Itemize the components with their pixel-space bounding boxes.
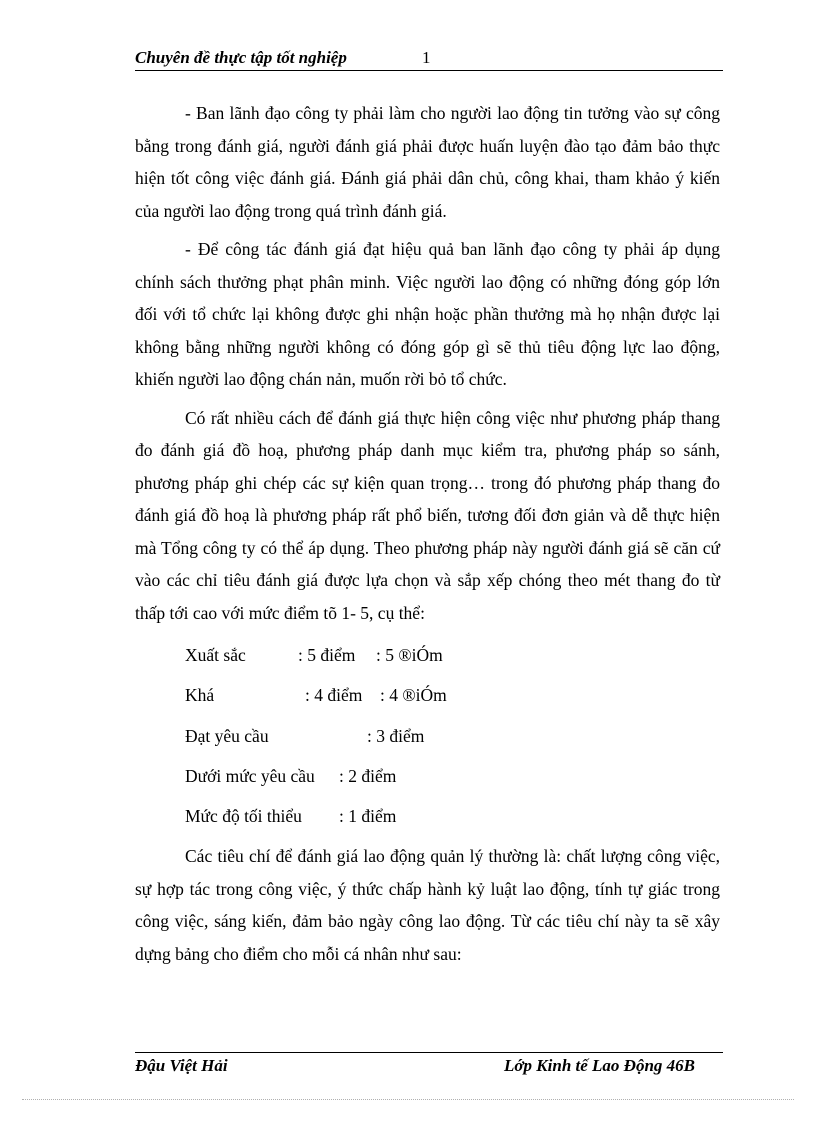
rating-score: : 1 điểm (339, 806, 397, 827)
rating-label: Mức độ tối thiểu (185, 806, 302, 827)
paragraph: - Để công tác đánh giá đạt hiệu quả ban lãnh đạo công ty phải áp dụng chính sách thưởng phạt phân minh. Việc người lao động có những đóng góp lớn đối với tổ chức lại không được ghi nhận hoặc phần thưởng mà họ nhận được lại không bằng những người không có đóng góp gì sẽ thủ tiêu động lực lao động, khiến người lao động chán nản, muốn rời bỏ tổ chức. (135, 239, 720, 389)
rating-row (135, 635, 720, 675)
rating-label: Dưới mức yêu cầu (185, 765, 315, 786)
paragraph: Các tiêu chí để đánh giá lao động quản lý thường là: chất lượng công việc, sự hợp tác trong công việc, ý thức chấp hành kỷ luật lao động, tính tự giác trong công việc, sáng kiến, đảm bảo ngày công lao động. Từ các tiêu chí này ta sẽ xây dựng bảng cho điểm cho mỗi cá nhân như sau: (135, 846, 720, 964)
rating-label: Đạt yêu cầu (185, 725, 269, 746)
class-name: Lớp Kinh tế Lao Động 46B (504, 1056, 695, 1075)
rating-row (135, 756, 720, 796)
rating-score-alt: : 4 ®iÓm (380, 685, 447, 706)
rating-label: Xuất sắc (185, 645, 246, 665)
paragraph: - Ban lãnh đạo công ty phải làm cho người lao động tin tưởng vào sự công bằng trong đánh giá, người đánh giá phải được huấn luyện đào tạo đảm bảo thực hiện tốt công việc đánh giá. Đánh giá phải dân chủ, công khai, tham khảo ý kiến của người lao động trong quá trình đánh giá. (135, 103, 720, 221)
page-footer (135, 1056, 695, 1080)
rating-score: : 2 điểm (339, 765, 397, 786)
page-header (135, 46, 723, 71)
author-name: Đậu Việt Hải (135, 1056, 228, 1075)
document-body (135, 97, 720, 976)
rating-row (135, 675, 720, 715)
rating-score: : 5 điểm (298, 645, 356, 665)
footer-divider (135, 1052, 723, 1053)
rating-row (135, 796, 720, 836)
page-number: 1 (422, 48, 431, 67)
rating-score-alt: : 5 ®iÓm (376, 645, 443, 665)
rating-score: : 4 điểm (305, 685, 363, 706)
paragraph: Có rất nhiều cách để đánh giá thực hiện công việc như phương pháp thang đo đánh giá đồ hoạ, phương pháp danh mục kiểm tra, phương pháp so sánh, phương pháp ghi chép các sự kiện quan trọng… trong đó phương pháp thang đo đánh giá đồ hoạ là phương pháp rất phổ biến, tương đối đơn giản và dễ thực hiện mà Tổng công ty có thể áp dụng. Theo phương pháp này người đánh giá sẽ căn cứ vào các chỉ tiêu đánh giá được lựa chọn và sắp xếp chóng theo mét thang đo từ thấp tới cao với mức điểm tõ 1- 5, cụ thể: (135, 407, 720, 623)
rating-scale-list (135, 635, 720, 836)
page-edge-divider (22, 1099, 794, 1100)
rating-label: Khá (185, 685, 215, 706)
rating-row (135, 716, 720, 756)
document-title: Chuyên đề thực tập tốt nghiệp (135, 48, 347, 67)
rating-score: : 3 điểm (367, 725, 425, 746)
